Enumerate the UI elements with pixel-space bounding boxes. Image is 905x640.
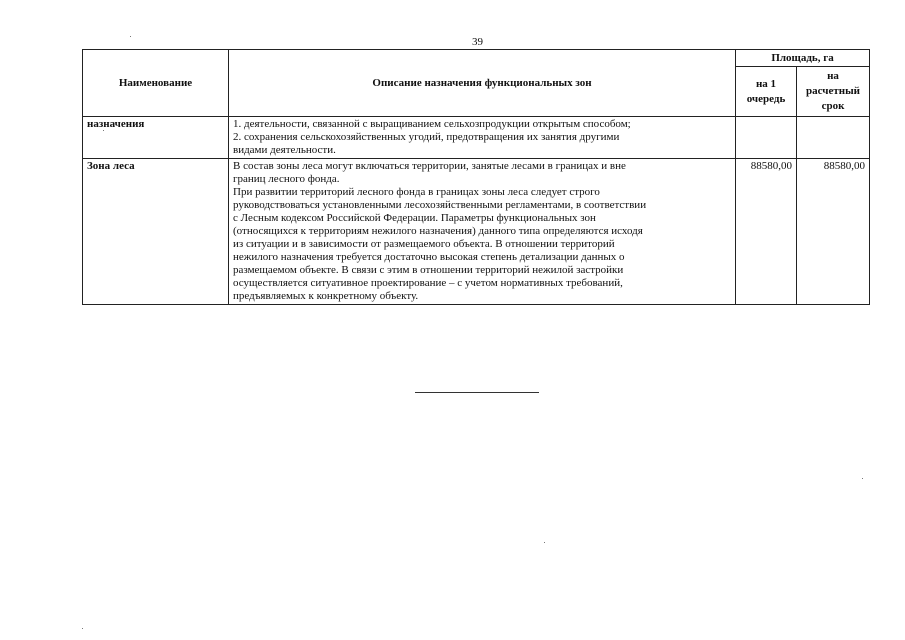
zone-description: [229, 117, 736, 159]
scan-speck: [130, 36, 131, 37]
area-target: 88580,00: [797, 159, 870, 305]
header-row-1: [83, 50, 870, 67]
zone-name: Зона леса: [83, 159, 229, 305]
header-first-stage-line: очередь: [746, 92, 786, 105]
area-target: [797, 117, 870, 159]
zone-description: [229, 159, 736, 305]
area-first-stage: 88580,00: [736, 159, 797, 305]
description-line: из ситуации и в зависимости от размещаемого объекта. В отношении территорий: [233, 238, 615, 250]
header-target: [797, 67, 870, 117]
area-first-stage: [736, 117, 797, 159]
end-of-page-rule: [415, 392, 539, 393]
page-number: 39: [472, 36, 483, 48]
header-first-stage: [736, 67, 797, 117]
description-line: предъявляемых к конкретному объекту.: [233, 290, 419, 302]
scan-speck: [82, 628, 83, 629]
header-first-stage-line: на 1: [755, 77, 777, 90]
description-line: При развитии территорий лесного фонда в границах зоны леса следует строго: [233, 186, 600, 198]
description-line: с Лесным кодексом Российской Федерации. Параметры функциональных зон: [233, 212, 596, 224]
header-description: Описание назначения функциональных зон: [229, 50, 736, 117]
header-area: Площадь, га: [736, 50, 870, 67]
header-target-line: расчетный: [805, 85, 861, 97]
functional-zones-table: [82, 49, 870, 305]
description-line: размещаемом объекте. В связи с этим в отношении территорий нежилой застройки: [233, 264, 624, 276]
description-line: видами деятельности.: [233, 144, 336, 156]
zone-name: назначения: [83, 117, 229, 159]
description-line: нежилого назначения требуется достаточно высокая степень детализации данных о: [233, 251, 625, 263]
description-line: руководствоваться установленными лесохозяйственными регламентами, в соответствии: [233, 199, 647, 211]
scan-speck: [862, 478, 863, 479]
description-line: (относящихся к территориям нежилого назначения) данного типа определяются исходя: [233, 225, 643, 237]
table-row: [83, 117, 870, 159]
header-target-line: срок: [821, 100, 845, 112]
scan-speck: [544, 542, 545, 543]
description-line: 1. деятельности, связанной с выращиванием сельхозпродукции открытым способом;: [233, 118, 631, 130]
table-row: [83, 159, 870, 305]
description-line: 2. сохранения сельскохозяйственных угодий, предотвращения их занятия другими: [233, 131, 620, 143]
description-line: границ лесного фонда.: [233, 173, 340, 185]
description-line: В состав зоны леса могут включаться территории, занятые лесами в границах и вне: [233, 160, 626, 172]
description-line: осуществляется ситуативное проектирование – с учетом нормативных требований,: [233, 277, 623, 289]
header-name: Наименование: [83, 50, 229, 117]
scan-speck: [103, 130, 104, 131]
header-target-line: на: [827, 70, 839, 82]
